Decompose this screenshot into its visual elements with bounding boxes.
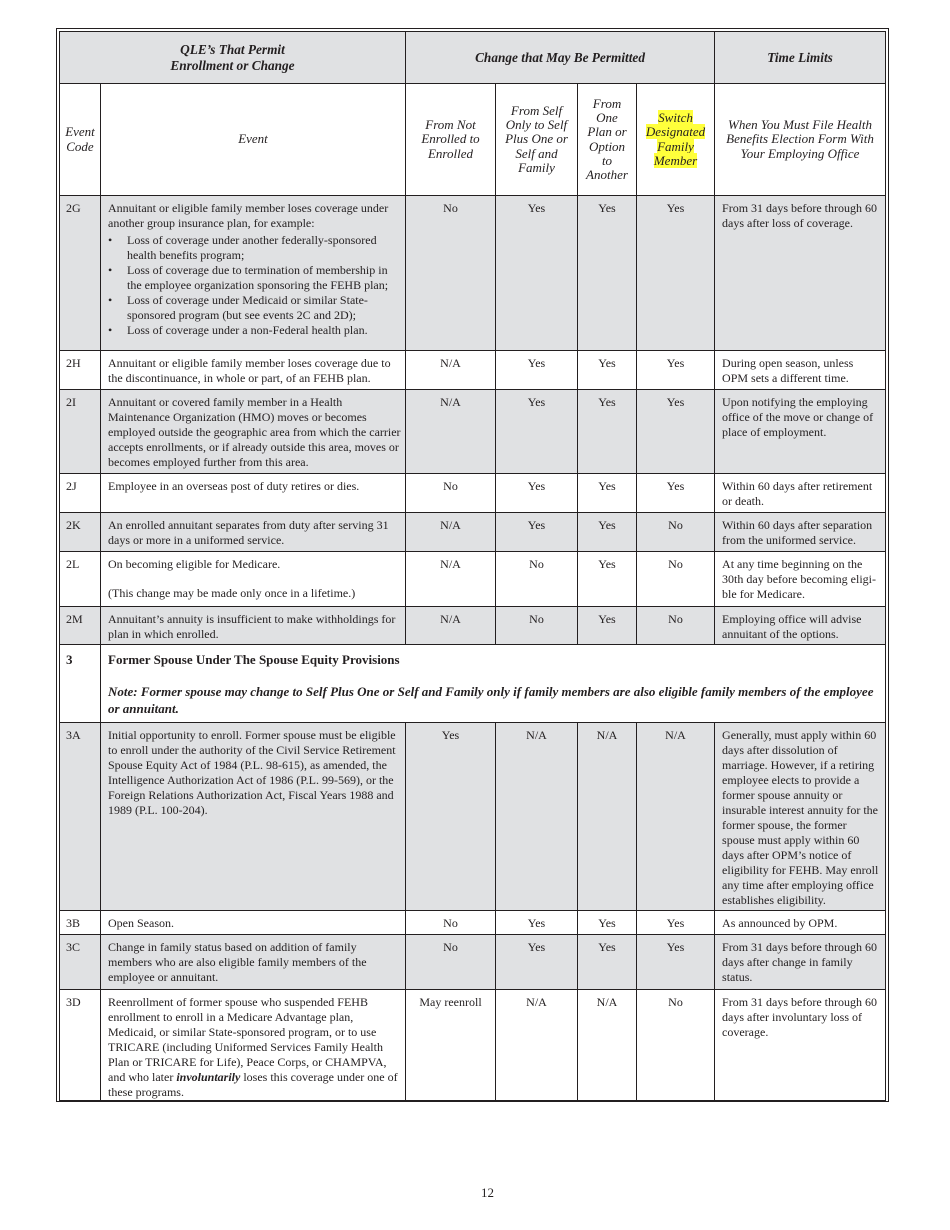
event-code: 2L	[60, 552, 101, 607]
col-when-file: When You Must File Health Benefits Election Form With Your Employing Office	[715, 84, 886, 196]
event-code: 3A	[60, 723, 101, 911]
event-text	[101, 196, 406, 351]
event-text: An enrolled annuitant separates from duty after serving 31 days or more in a uniformed service.	[101, 513, 406, 552]
cell-not-enrolled: N/A	[406, 513, 496, 552]
event-text-part: loses this coverage under one of these programs.	[108, 1070, 398, 1099]
table-row	[60, 607, 886, 645]
cell-switch: No	[637, 552, 715, 607]
table-row	[60, 911, 886, 935]
table-row	[60, 474, 886, 513]
table-row	[60, 390, 886, 474]
cell-time-limit: From 31 days before through 60 days after change in family status.	[715, 935, 886, 990]
cell-self-only: N/A	[496, 990, 578, 1101]
cell-switch: No	[637, 607, 715, 645]
cell-time-limit: From 31 days before through 60 days after involuntary loss of coverage.	[715, 990, 886, 1101]
cell-not-enrolled: No	[406, 474, 496, 513]
cell-time-limit: During open season, unless OPM sets a different time.	[715, 351, 886, 390]
cell-switch: Yes	[637, 390, 715, 474]
cell-time-limit: From 31 days before through 60 days after loss of coverage.	[715, 196, 886, 351]
cell-switch: Yes	[637, 474, 715, 513]
cell-self-only: Yes	[496, 196, 578, 351]
cell-one-plan: Yes	[578, 911, 637, 935]
cell-time-limit: Within 60 days after retirement or death.	[715, 474, 886, 513]
event-text: Annuitant or covered family member in a Health Maintenance Organization (HMO) moves or becomes employed outside the geographic area from which the carrier accepts enrollments, or if already outside this area, moves or becomes employed further from this area.	[101, 390, 406, 474]
event-code: 2G	[60, 196, 101, 351]
col-one-plan: From One Plan or Option to Another	[578, 84, 637, 196]
cell-not-enrolled: N/A	[406, 552, 496, 607]
cell-self-only: Yes	[496, 513, 578, 552]
event-bullets	[108, 233, 401, 338]
cell-one-plan: Yes	[578, 935, 637, 990]
cell-one-plan: Yes	[578, 474, 637, 513]
cell-switch: Yes	[637, 911, 715, 935]
cell-time-limit: As announced by OPM.	[715, 911, 886, 935]
table-row	[60, 351, 886, 390]
event-description: Annuitant or eligible family member loses coverage under another group insurance plan, for example:	[108, 201, 389, 230]
section-title: Former Spouse Under The Spouse Equity Provisions	[108, 652, 400, 667]
cell-time-limit: Employing office will advise annuitant of the options.	[715, 607, 886, 645]
cell-switch: No	[637, 513, 715, 552]
cell-self-only: Yes	[496, 351, 578, 390]
cell-self-only: Yes	[496, 474, 578, 513]
col-switch	[637, 84, 715, 196]
header-qle: QLE’s That Permit Enrollment or Change	[60, 32, 406, 84]
cell-self-only: No	[496, 607, 578, 645]
event-description: On becoming eligible for Medicare.	[108, 557, 281, 571]
cell-not-enrolled: N/A	[406, 607, 496, 645]
page-number: 12	[481, 1185, 494, 1200]
event-text: Annuitant’s annuity is insufficient to make withholdings for plan in which enrolled.	[101, 607, 406, 645]
event-text-part: Reenrollment of former spouse who suspended FEHB enrollment to enroll in a Medicare Advantage plan, Medicaid, or similar State-sponsored program, or to use TRICARE (including Uniformed Services Family Health Plan or TRICARE for Life), Peace Corps, or CHAMPVA, and who later	[108, 995, 387, 1084]
table-row	[60, 513, 886, 552]
cell-one-plan: Yes	[578, 390, 637, 474]
section-code: 3	[60, 645, 101, 723]
bullet-item: • Loss of coverage due to termination of membership in the employee organization sponsoring the FEHB plan;	[108, 263, 401, 293]
cell-one-plan: Yes	[578, 552, 637, 607]
cell-not-enrolled: No	[406, 935, 496, 990]
header-row	[60, 32, 886, 84]
cell-time-limit: Upon notifying the employing office of the move or change of place of employment.	[715, 390, 886, 474]
col-not-enrolled: From Not Enrolled to Enrolled	[406, 84, 496, 196]
table-row	[60, 935, 886, 990]
section-note: Note: Former spouse may change to Self Plus One or Self and Family only if family members are also eligible family members of the employee or annuitant.	[108, 684, 874, 716]
section-content	[101, 645, 886, 723]
cell-self-only: No	[496, 552, 578, 607]
table-row	[60, 196, 886, 351]
bullet-item: • Loss of coverage under Medicaid or similar State-sponsored program (but see events 2C and 2D);	[108, 293, 401, 323]
cell-one-plan: Yes	[578, 513, 637, 552]
qle-table	[59, 31, 886, 1101]
cell-one-plan: Yes	[578, 607, 637, 645]
event-code: 2J	[60, 474, 101, 513]
header-time: Time Limits	[715, 32, 886, 84]
cell-not-enrolled: May reenroll	[406, 990, 496, 1101]
cell-not-enrolled: No	[406, 196, 496, 351]
event-text: Employee in an overseas post of duty retires or dies.	[101, 474, 406, 513]
col-event-code: Event Code	[60, 84, 101, 196]
event-text	[101, 552, 406, 607]
event-code: 3C	[60, 935, 101, 990]
cell-one-plan: Yes	[578, 196, 637, 351]
event-text: Change in family status based on addition of family members who are also eligible family members of the employee or annuitant.	[101, 935, 406, 990]
header-change: Change that May Be Permitted	[406, 32, 715, 84]
cell-self-only: Yes	[496, 911, 578, 935]
col-self-only: From Self Only to Self Plus One or Self and Family	[496, 84, 578, 196]
cell-switch: Yes	[637, 935, 715, 990]
event-text: Initial opportunity to enroll. Former spouse must be eligible to enroll under the authority of the Civil Service Retirement Spouse Equity Act of 1984 (P.L. 98-615), as amended, the Intelligence Authorization Act of 1986 (P.L. 99-569), or the Foreign Relations Authorization Act, Fiscal Years 1988 and 1989 (P.L. 100-204).	[101, 723, 406, 911]
cell-not-enrolled: Yes	[406, 723, 496, 911]
cell-self-only: N/A	[496, 723, 578, 911]
cell-time-limit: At any time beginning on the 30th day before becoming eligi-ble for Medicare.	[715, 552, 886, 607]
section-3-row	[60, 645, 886, 723]
event-text	[101, 990, 406, 1101]
cell-not-enrolled: No	[406, 911, 496, 935]
cell-not-enrolled: N/A	[406, 390, 496, 474]
event-note: (This change may be made only once in a lifetime.)	[108, 586, 356, 600]
switch-highlight: Switch Designated Family Member	[645, 109, 706, 168]
event-code: 2I	[60, 390, 101, 474]
table-row	[60, 990, 886, 1101]
cell-switch: Yes	[637, 196, 715, 351]
cell-switch: N/A	[637, 723, 715, 911]
event-text: Annuitant or eligible family member loses coverage due to the discontinuance, in whole or part, of an FEHB plan.	[101, 351, 406, 390]
col-event: Event	[101, 84, 406, 196]
bullet-item: • Loss of coverage under a non-Federal health plan.	[108, 323, 401, 338]
cell-one-plan: Yes	[578, 351, 637, 390]
event-emphasis: involuntarily	[176, 1070, 241, 1084]
event-code: 2K	[60, 513, 101, 552]
event-code: 2M	[60, 607, 101, 645]
cell-self-only: Yes	[496, 390, 578, 474]
event-text: Open Season.	[101, 911, 406, 935]
event-code: 3D	[60, 990, 101, 1101]
event-code: 3B	[60, 911, 101, 935]
cell-switch: No	[637, 990, 715, 1101]
qle-table-frame	[56, 28, 889, 1102]
cell-one-plan: N/A	[578, 990, 637, 1101]
table-row	[60, 723, 886, 911]
cell-switch: Yes	[637, 351, 715, 390]
column-header-row	[60, 84, 886, 196]
event-code: 2H	[60, 351, 101, 390]
cell-not-enrolled: N/A	[406, 351, 496, 390]
cell-time-limit: Generally, must apply within 60 days after dissolution of marriage. However, if a retiring employee elects to provide a former spouse annuity or insurable interest annuity for the former spouse, the former spouse must apply within 60 days after OPM’s notice of eligibility for FEHB. May enroll any time after employing office establishes eligibility.	[715, 723, 886, 911]
cell-time-limit: Within 60 days after separation from the uniformed service.	[715, 513, 886, 552]
bullet-item: • Loss of coverage under another federally-sponsored health benefits program;	[108, 233, 401, 263]
table-row	[60, 552, 886, 607]
cell-one-plan: N/A	[578, 723, 637, 911]
cell-self-only: Yes	[496, 935, 578, 990]
